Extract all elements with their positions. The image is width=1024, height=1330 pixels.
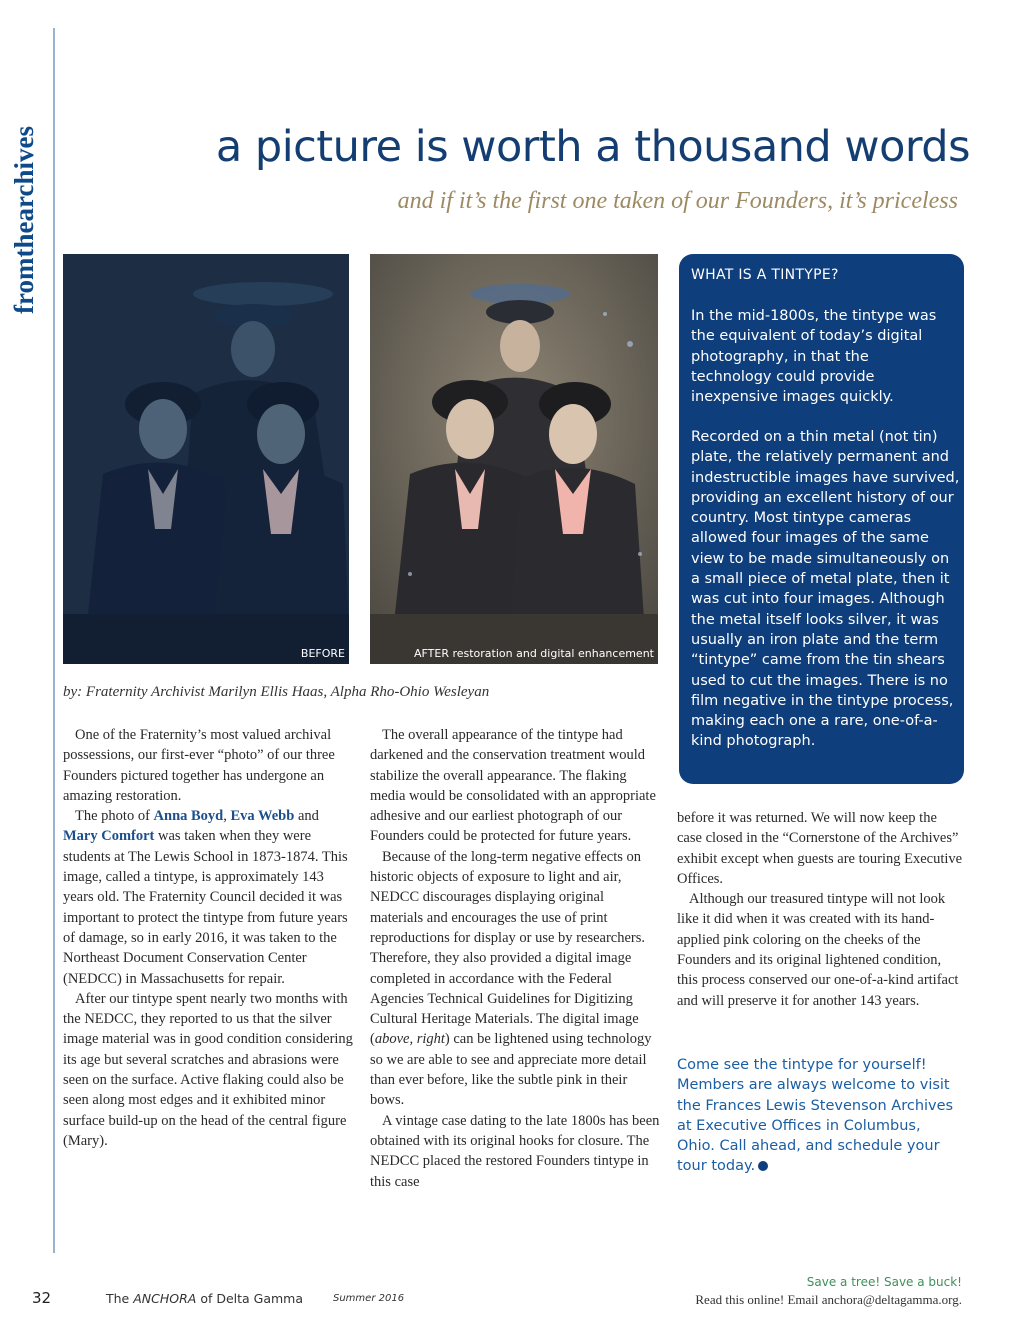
footer-tagline: Save a tree! Save a buck! xyxy=(806,1275,962,1289)
visit-callout xyxy=(677,1055,962,1177)
article-paragraph: After our tintype spent nearly two months with the NEDCC, they reported to us that the silver image material was in good condition considering its age but several scratches and abrasions were seen on the surface. Active flaking could also be seen along most edges and it exhibited minor surface build-up on the head of the central figure (Mary). xyxy=(63,990,353,1149)
article-paragraph: The overall appearance of the tintype had darkened and the conservation treatment would stabilize the overall appearance. The flaking media would be consolidated with an appropriate adhesive and our earliest photograph of our Founders could be protected for future years. xyxy=(370,727,656,845)
visit-callout-text: Come see the tintype for yourself! Members are always welcome to visit the Frances Lewis Stevenson Archives at Executive Offices in Columbus, Ohio. Call ahead, and schedule your tour today. xyxy=(677,1057,954,1175)
page-number: 32 xyxy=(32,1289,52,1307)
photo-after xyxy=(370,254,658,664)
text-run-italic: above, right xyxy=(374,1031,445,1048)
article-paragraph: A vintage case dating to the late 1800s has been obtained with its original hooks for closure. The NEDCC placed the restored Founders tintype in this case xyxy=(370,1112,660,1190)
sidebar-paragraph-2: Recorded on a thin metal (not tin) plate, the relatively permanent and indestructible images have survived, providing an excellent history of our country. Most tintype cameras allowed four images of the same view to be made simultaneously on a small piece of metal plate, then it was cut into four images. Although the metal itself looks silver, it was usually an iron plate and the term “tintype” came from the tin shears used to cut the images. There is no film negative in the tintype process, making each one a rare, one-of-a-kind photograph. xyxy=(691,429,960,750)
after-image-illustration xyxy=(370,254,658,664)
article-column-2 xyxy=(370,725,660,1192)
text-run: Because of the long-term negative effects on historic objects of exposure to light and air, NEDCC discourages displaying original materials and encourages the use of print reproductions for display or use by researchers. Therefore, they also provided a digital image completed in accordance with the Federal Agencies Technical Guidelines for Digitizing Cultural Heritage Materials. The digital image ( xyxy=(370,848,646,1048)
text-run: The xyxy=(106,1291,134,1306)
side-rule xyxy=(53,28,55,1253)
text-run: The photo of xyxy=(75,808,154,825)
section-label xyxy=(4,100,44,340)
issue-date: Summer 2016 xyxy=(333,1293,405,1304)
page-subtitle: and if it’s the first one taken of our Founders, it’s priceless xyxy=(397,188,958,214)
page-title: a picture is worth a thousand words xyxy=(215,122,970,172)
after-caption: AFTER restoration and digital enhancement xyxy=(413,647,654,660)
publication-name xyxy=(106,1291,303,1306)
text-run: of Delta Gamma xyxy=(196,1291,304,1306)
article-paragraph: One of the Fraternity’s most valued archival possessions, our first-ever “photo” of our three Founders pictured together has undergone an amazing restoration. xyxy=(63,727,335,804)
text-run: was taken when they were students at The Lewis School in 1873-1874. This image, called a tintype, is approximately 143 years old. The Fraternity Council decided it was important to protect the tintype from future years of damage, so in early 2016, it was taken to the Northeast Document Conservation Center (NEDCC) in Massachusetts for repair. xyxy=(63,828,348,987)
text-run-italic: ANCHORA xyxy=(133,1291,197,1306)
founder-name-eva: Eva Webb xyxy=(230,808,295,825)
footer-read-online: Read this online! Email anchora@deltagamma.org. xyxy=(695,1292,962,1307)
article-paragraph xyxy=(370,847,660,1111)
sidebar-heading: WHAT IS A TINTYPE? xyxy=(691,267,839,283)
section-label-text: fromthearchives xyxy=(9,126,39,314)
article-column-3 xyxy=(677,808,964,1011)
text-run: ) can be lightened using technology so we are able to see and appreciate more detail than ever before, like the subtle pink in their bows. xyxy=(370,1031,652,1109)
founder-name-mary: Mary Comfort xyxy=(63,828,155,845)
before-caption: BEFORE xyxy=(300,647,345,660)
byline: by: Fraternity Archivist Marilyn Ellis Haas, Alpha Rho-Ohio Wesleyan xyxy=(63,684,490,700)
before-image-illustration xyxy=(63,254,349,664)
photo-before xyxy=(63,254,349,664)
article-column-1 xyxy=(63,725,353,1151)
article-paragraph: Although our treasured tintype will not look like it did when it was created with its hand-applied pink coloring on the cheeks of the Founders and its original lightened condition, this process conserved our one-of-a-kind artifact and will preserve it for another 143 years. xyxy=(677,891,959,1009)
text-run: , xyxy=(223,808,231,825)
article-paragraph: before it was returned. We will now keep the case closed in the “Cornerstone of the Archives” exhibit except when guests are touring Executive Offices. xyxy=(677,810,963,887)
text-run: and xyxy=(294,808,319,825)
end-mark-icon xyxy=(758,1161,768,1171)
sidebar-paragraph-1: In the mid-1800s, the tintype was the equivalent of today’s digital photography, in that the technology could provide inexpensive images quickly. xyxy=(691,308,937,406)
tintype-sidebar xyxy=(679,254,964,784)
founder-name-anna: Anna Boyd xyxy=(153,808,224,825)
article-paragraph xyxy=(63,806,353,989)
